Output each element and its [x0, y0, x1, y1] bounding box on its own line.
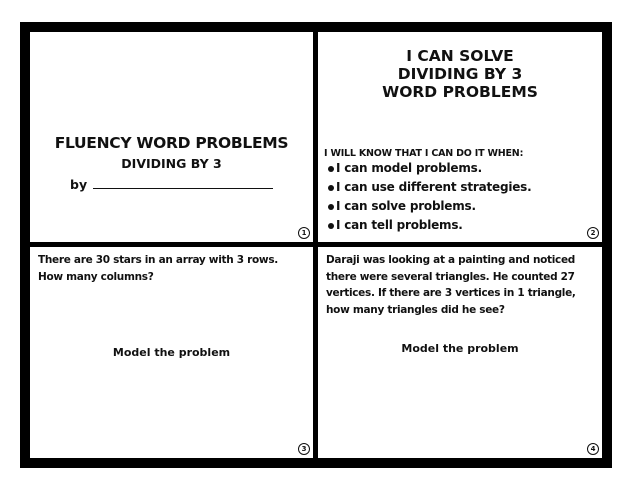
- card-number-badge: 3: [298, 443, 310, 455]
- task-card-3-problem: [30, 247, 313, 458]
- bullet-icon: [328, 166, 334, 172]
- author-line: [70, 177, 273, 192]
- bullet-icon: [328, 204, 334, 210]
- criteria-text: I can use different strategies.: [336, 180, 532, 194]
- word-problem-text: There are 30 stars in an array with 3 rows. How many columns?: [38, 254, 278, 283]
- bullet-icon: [328, 223, 334, 229]
- goal-title-line-2: DIVIDING BY 3: [397, 65, 523, 83]
- criteria-text: I can solve problems.: [336, 199, 476, 213]
- task-card-4-problem: [318, 247, 602, 458]
- goal-title-line-1: I CAN SOLVE: [406, 47, 514, 65]
- criteria-text: I can model problems.: [336, 161, 482, 175]
- card-number-badge: 4: [587, 443, 599, 455]
- model-prompt: Model the problem: [112, 346, 231, 359]
- goal-title-line-3: WORD PROBLEMS: [382, 83, 538, 101]
- author-blank-line: [93, 178, 273, 189]
- task-card-1-title: [30, 32, 313, 242]
- by-label: by: [70, 177, 88, 192]
- sheet-subtitle: DIVIDING BY 3: [121, 156, 222, 171]
- model-prompt: Model the problem: [401, 342, 519, 355]
- card-number-badge: 1: [298, 227, 310, 239]
- criteria-list: [328, 159, 532, 235]
- criteria-heading: I WILL KNOW THAT I CAN DO IT WHEN:: [324, 148, 524, 159]
- task-card-2-goals: [318, 32, 602, 242]
- criteria-item: [328, 216, 532, 235]
- criteria-item: [328, 159, 532, 178]
- criteria-item: [328, 178, 532, 197]
- word-problem-text: Daraji was looking at a painting and noticed there were several triangles. He counted 27 vertices. If there are 3 vertices in 1 triangle, how many triangles did he see?: [326, 254, 576, 316]
- sheet-title: FLUENCY WORD PROBLEMS: [54, 134, 289, 152]
- criteria-text: I can tell problems.: [336, 218, 463, 232]
- goal-title: [318, 47, 602, 101]
- card-number-badge: 2: [587, 227, 599, 239]
- bullet-icon: [328, 185, 334, 191]
- criteria-item: [328, 197, 532, 216]
- task-card-sheet: [20, 22, 612, 468]
